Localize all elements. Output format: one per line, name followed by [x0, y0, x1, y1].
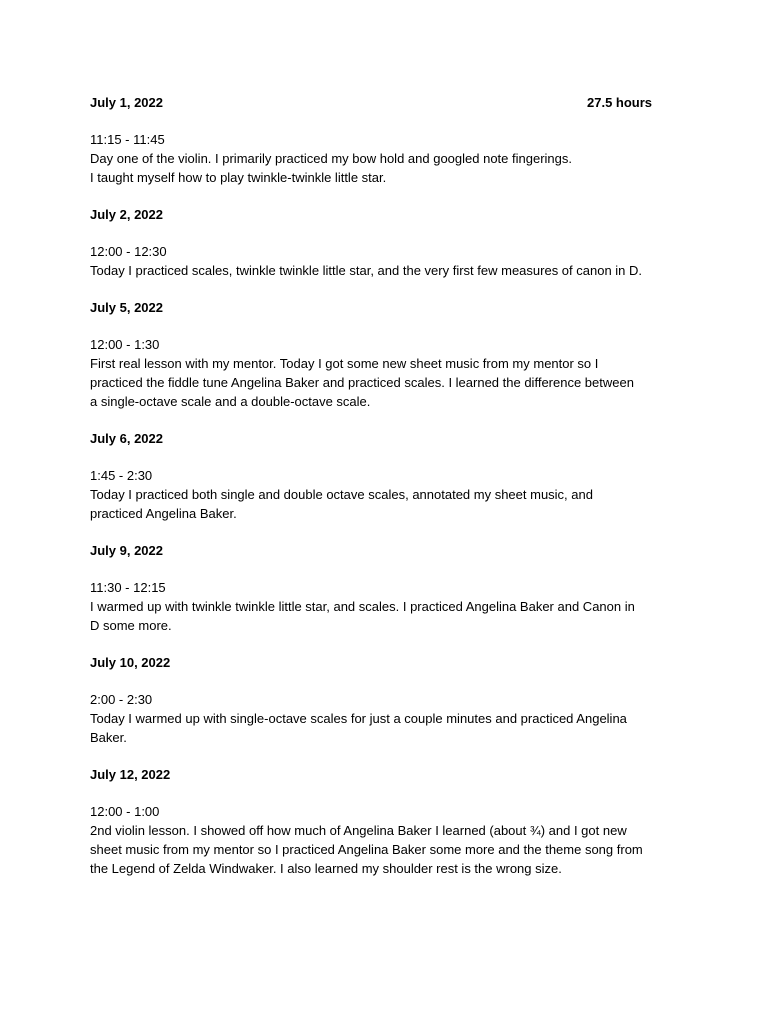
entry-date: July 9, 2022 — [90, 543, 163, 558]
entry-text: Day one of the violin. I primarily practiced my bow hold and googled note fingerings. I taught myself how to play twinkle-twinkle little star. — [90, 151, 572, 185]
entry-time: 1:45 - 2:30 — [90, 468, 153, 483]
entry-text: 2nd violin lesson. I showed off how much of Angelina Baker I learned (about ¾) and I got new sheet music from my mentor so I practiced Angelina Baker some more and the theme song from the Legend of Zelda Windwaker. I also learned my shoulder rest is the wrong size. — [90, 823, 643, 876]
entry-text: First real lesson with my mentor. Today I got some new sheet music from my mentor so I practiced the fiddle tune Angelina Baker and practiced scales. I learned the difference between a single-octave scale and a double-octave scale. — [90, 356, 634, 409]
log-entry-7 — [90, 765, 690, 878]
entry-text: I warmed up with twinkle twinkle little star, and scales. I practiced Angelina Baker and Canon in D some more. — [90, 599, 635, 633]
entry-time: 12:00 - 12:30 — [90, 244, 167, 259]
entry-time: 12:00 - 1:00 — [90, 804, 160, 819]
entry-time: 12:00 - 1:30 — [90, 337, 160, 352]
entry-time: 2:00 - 2:30 — [90, 692, 153, 707]
log-entry-3 — [90, 298, 690, 411]
log-entry-2 — [90, 205, 690, 280]
entry-date: July 12, 2022 — [90, 767, 171, 782]
log-entry-5 — [90, 541, 690, 635]
log-entry-1 — [90, 93, 690, 187]
entry-date: July 1, 2022 — [90, 95, 163, 110]
entry-time: 11:15 - 11:45 — [90, 132, 165, 147]
entry-date: July 10, 2022 — [90, 655, 171, 670]
log-entry-6 — [90, 653, 690, 747]
log-entry-4 — [90, 429, 690, 523]
total-hours: 27.5 hours — [587, 95, 653, 110]
entry-date: July 5, 2022 — [90, 300, 163, 315]
entry-date: July 6, 2022 — [90, 431, 163, 446]
entry-text: Today I practiced scales, twinkle twinkle little star, and the very first few measures of canon in D. — [90, 263, 643, 278]
entry-time: 11:30 - 12:15 — [90, 580, 166, 595]
entry-text: Today I warmed up with single-octave scales for just a couple minutes and practiced Angelina Baker. — [90, 711, 627, 745]
practice-log — [90, 93, 690, 896]
entry-text: Today I practiced both single and double octave scales, annotated my sheet music, and practiced Angelina Baker. — [90, 487, 593, 521]
entry-header — [90, 93, 690, 112]
entry-date: July 2, 2022 — [90, 207, 163, 222]
